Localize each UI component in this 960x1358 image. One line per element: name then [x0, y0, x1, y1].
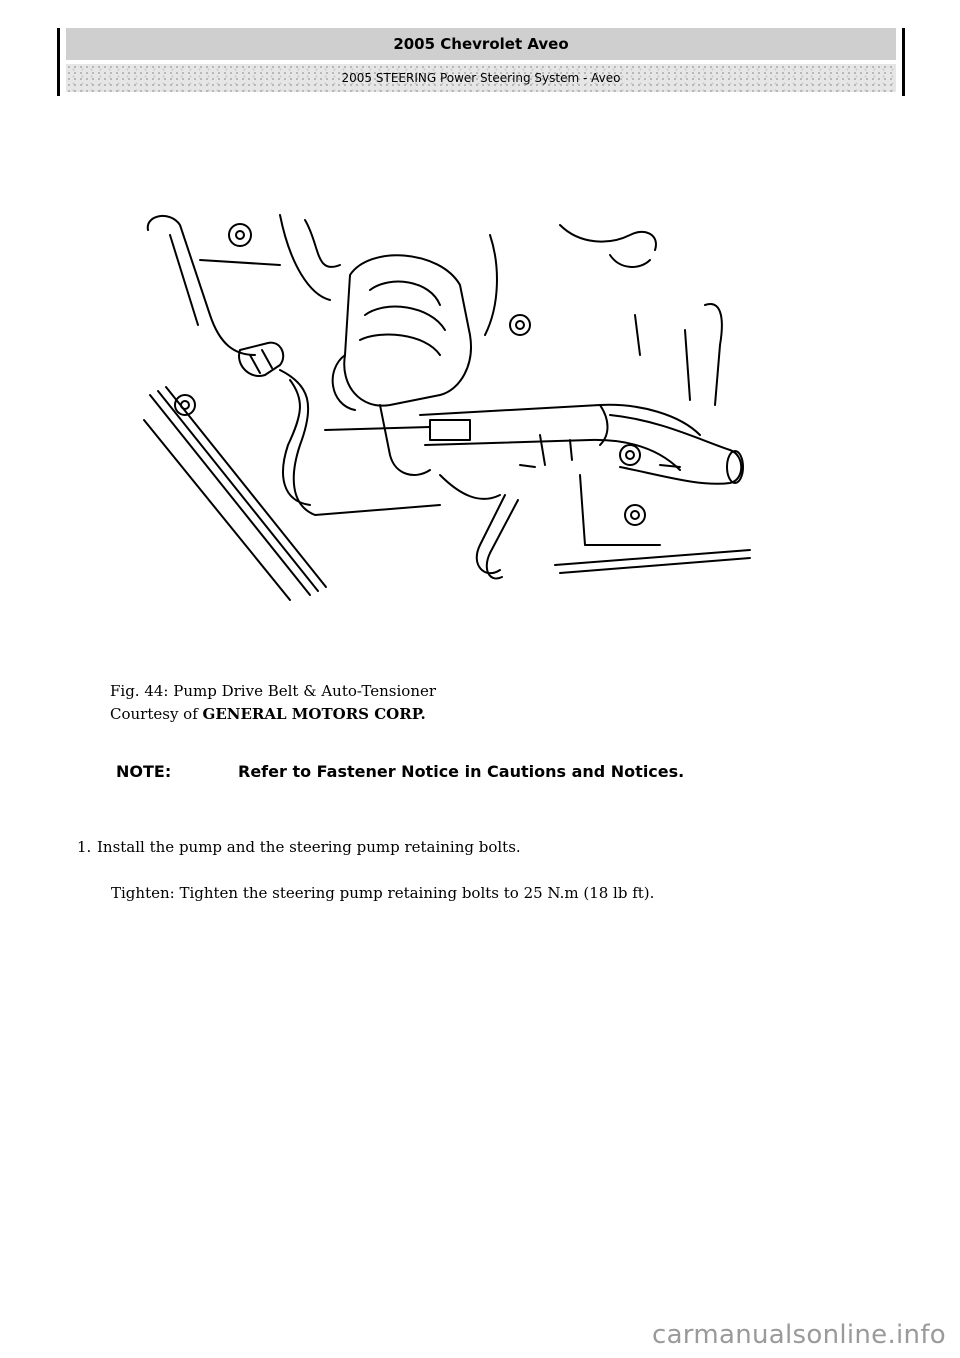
courtesy-org: GENERAL MOTORS CORP.	[202, 705, 426, 723]
step-number: 1.	[77, 838, 92, 856]
figure-caption	[110, 680, 810, 726]
watermark-text: carmanualsonline.info	[651, 1320, 946, 1350]
note-block	[116, 760, 716, 784]
note-label: NOTE:	[116, 762, 172, 781]
courtesy-prefix: Courtesy of	[110, 705, 203, 723]
pump-drive-belt-illustration	[140, 205, 760, 605]
caption-courtesy	[110, 703, 810, 726]
header-subtitle: 2005 STEERING Power Steering System - Aveo	[66, 64, 896, 92]
page-header	[57, 28, 905, 96]
step-item	[77, 838, 877, 856]
step-text: Install the pump and the steering pump retaining bolts.	[97, 838, 521, 856]
step-tighten-detail: Tighten: Tighten the steering pump retaining bolts to 25 N.m (18 lb ft).	[111, 884, 655, 902]
header-title: 2005 Chevrolet Aveo	[66, 28, 896, 60]
caption-title: Fig. 44: Pump Drive Belt & Auto-Tensioner	[110, 682, 437, 700]
note-text: Refer to Fastener Notice in Cautions and Notices.	[238, 762, 685, 781]
